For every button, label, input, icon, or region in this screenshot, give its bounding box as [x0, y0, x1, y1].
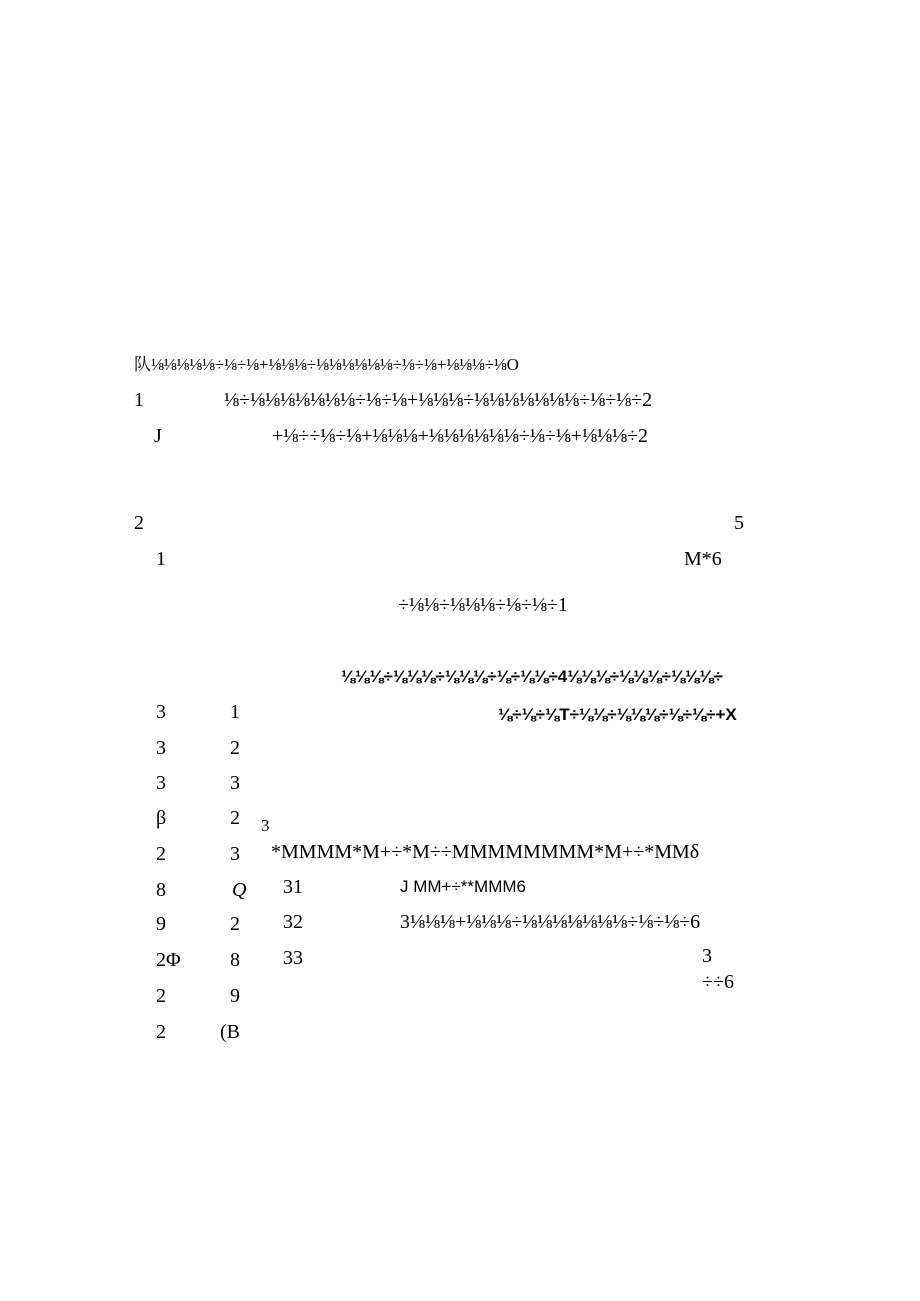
section-3-item-number: 33: [283, 947, 303, 969]
left-col1-item: β: [156, 807, 167, 829]
toc-entry-1-number: 1: [134, 389, 144, 411]
section-3-item-text-top: 3: [702, 945, 712, 967]
left-col2-item: 3: [230, 772, 240, 794]
section-2-number: 2: [134, 512, 144, 534]
section-2-page: 5: [734, 512, 744, 534]
section-2-sub-number: 1: [156, 548, 166, 570]
left-col2-item: 2: [230, 807, 240, 829]
left-col1-item: 8: [156, 879, 166, 901]
left-col2-item: 2: [230, 737, 240, 759]
section-3-heading: *MMMM*M+÷*M÷÷MMMMMMMM*M+÷*MMδ: [271, 841, 700, 863]
section-3-item-text: 3⅛⅛⅛+⅛⅛⅛÷⅛⅛⅛⅛⅛⅛⅛÷⅛÷⅛÷6: [400, 911, 701, 933]
left-col2-item: 2: [230, 913, 240, 935]
section-3-item-text: J MM+÷**MMM6: [400, 877, 526, 896]
toc-header-line: 队⅛⅛⅛⅛⅛÷⅛÷⅛+⅛⅛⅛÷⅛⅛⅛⅛⅛⅛÷⅛÷⅛+⅛⅛⅛÷⅛O: [134, 355, 519, 374]
left-col2-item: 3: [230, 843, 240, 865]
section-3-item-number: 31: [283, 876, 303, 898]
left-col1-item: 2Φ: [156, 949, 181, 971]
bold-line-2: ⅛÷⅛÷⅛T÷⅛⅛÷⅛⅛⅛÷⅛÷⅛÷+X: [498, 705, 737, 724]
left-col1-item: 2: [156, 1021, 166, 1043]
section-3-item-text-bottom: ÷÷6: [702, 971, 734, 993]
left-col2-item: (B: [220, 1021, 240, 1043]
toc-entry-1-text: ⅛÷⅛⅛⅛⅛⅛⅛⅛÷⅛÷⅛+⅛⅛⅛÷⅛⅛⅛⅛⅛⅛⅛÷⅛÷⅛÷2: [224, 389, 653, 411]
left-col2-item: Q: [232, 879, 247, 901]
left-col2-item: 9: [230, 985, 240, 1007]
left-col2-item: 8: [230, 949, 240, 971]
left-col1-item: 3: [156, 701, 166, 723]
left-col1-item: 2: [156, 985, 166, 1007]
left-col1-item: 9: [156, 913, 166, 935]
bold-line-1: ⅛⅛⅛÷⅛⅛⅛÷⅛⅛⅛÷⅛÷⅛⅛÷4⅛⅛⅛÷⅛⅛⅛÷⅛⅛⅛÷: [341, 667, 723, 686]
section-3-item-number: 32: [283, 911, 303, 933]
left-col2-item: 1: [230, 701, 240, 723]
section-2-sub-page: M*6: [684, 548, 722, 570]
section-2-mid-line: ÷⅛⅛÷⅛⅛⅛÷⅛÷⅛÷1: [398, 594, 568, 616]
left-col1-item: 3: [156, 737, 166, 759]
toc-entry-2-text: +⅛÷÷⅛÷⅛+⅛⅛⅛+⅛⅛⅛⅛⅛⅛÷⅛÷⅛+⅛⅛⅛÷2: [272, 425, 648, 447]
section-3-number: 3: [261, 816, 270, 835]
toc-entry-2-number: J: [154, 425, 162, 447]
left-col1-item: 2: [156, 843, 166, 865]
left-col1-item: 3: [156, 772, 166, 794]
